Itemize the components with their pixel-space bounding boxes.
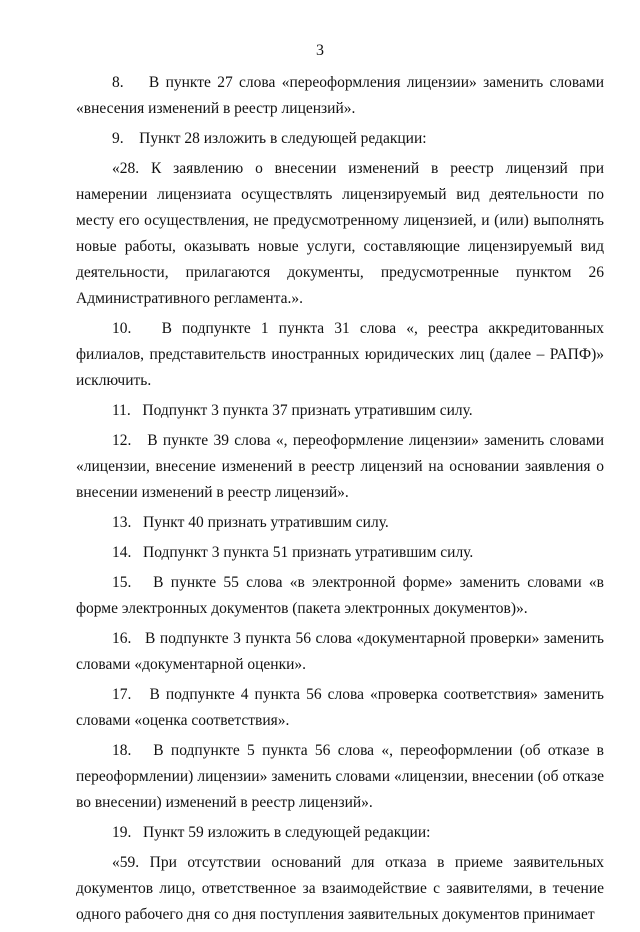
paragraph-item-16: 16. В подпункте 3 пункта 56 слова «документарной проверки» заменить словами «документарной оценки». [76, 630, 604, 673]
paragraph-item-18: 18. В подпункте 5 пункта 56 слова «, переоформлении (об отказе в переоформлении) лицензии» заменить словами «лицензии, внесении (об отказе во внесении) изменений в реестр лицензий». [76, 742, 604, 811]
page-number: 3 [316, 42, 324, 59]
paragraph-quote-28: «28. К заявлению о внесении изменений в реестр лицензий при намерении лицензиата осуществлять лицензируемый вид деятельности по месту его осуществления, не предусмотренному лицензией, и (или) выполнять новые работы, оказывать новые услуги, составляющие лицензируемый вид деятельности, прилагаются документы, предусмотренные пунктом 26 Административного регламента.». [76, 160, 604, 307]
paragraph-quote-59: «59. При отсутствии оснований для отказа в приеме заявительных документов лицо, ответственное за взаимодействие с заявителями, в течение одного рабочего дня со дня поступления заявительных документов принимает [76, 854, 604, 923]
paragraph-item-10: 10. В подпункте 1 пункта 31 слова «, реестра аккредитованных филиалов, представительств иностранных юридических лиц (далее – РАПФ)» исключить. [76, 320, 604, 389]
paragraph-item-17: 17. В подпункте 4 пункта 56 слова «проверка соответствия» заменить словами «оценка соответствия». [76, 686, 604, 729]
paragraph-item-9: 9. Пункт 28 изложить в следующей редакции: [112, 130, 427, 147]
paragraph-item-19: 19. Пункт 59 изложить в следующей редакции: [112, 824, 431, 841]
paragraph-item-14: 14. Подпункт 3 пункта 51 признать утратившим силу. [112, 544, 474, 561]
paragraph-item-8: 8. В пункте 27 слова «переоформления лицензии» заменить словами «внесения изменений в реестр лицензий». [76, 74, 604, 117]
document-body [76, 70, 604, 932]
paragraph-item-11: 11. Подпункт 3 пункта 37 признать утратившим силу. [112, 402, 473, 419]
paragraph-item-13: 13. Пункт 40 признать утратившим силу. [112, 514, 389, 531]
paragraph-item-12: 12. В пункте 39 слова «, переоформление лицензии» заменить словами «лицензии, внесение изменений в реестр лицензий на основании заявления о внесении изменений в реестр лицензий». [76, 432, 604, 501]
paragraph-item-15: 15. В пункте 55 слова «в электронной форме» заменить словами «в форме электронных документов (пакета электронных документов)». [76, 574, 604, 617]
